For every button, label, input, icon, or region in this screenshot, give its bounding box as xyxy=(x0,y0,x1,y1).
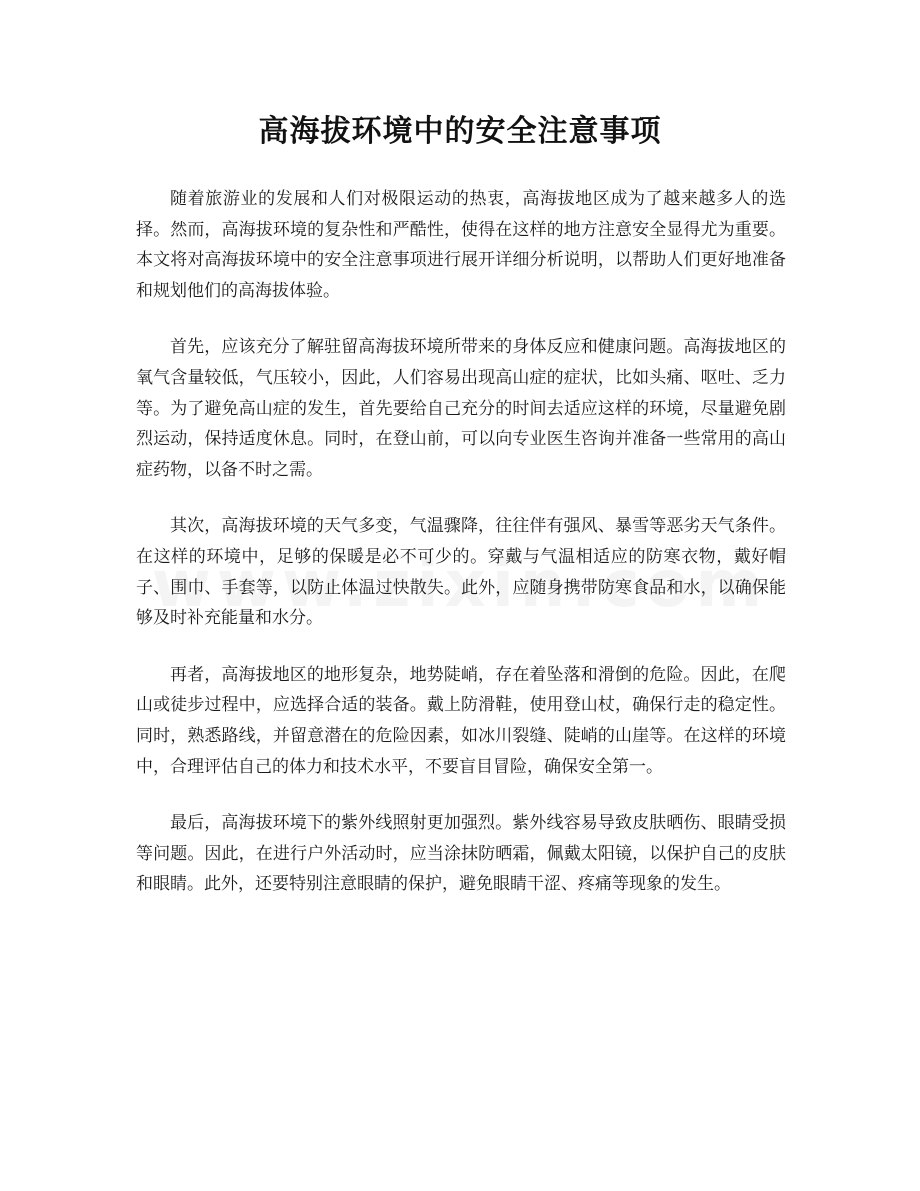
document-title: 高海拔环境中的安全注意事项 xyxy=(258,114,662,149)
paragraph-uv: 最后，高海拔环境下的紫外线照射更加强烈。紫外线容易导致皮肤晒伤、眼睛受损等问题。因此，在进行户外活动时，应当涂抹防晒霜，佩戴太阳镜，以保护自己的皮肤和眼睛。此外，还要特别注意眼睛的保护，避免眼睛干涩、疼痛等现象的发生。 xyxy=(136,813,786,895)
paragraph-intro: 随着旅游业的发展和人们对极限运动的热衷，高海拔地区成为了越来越多人的选择。然而，高海拔环境的复杂性和严酷性，使得在这样的地方注意安全显得尤为重要。本文将对高海拔环境中的安全注意事项进行展开详细分析说明，以帮助人们更好地准备和规划他们的高海拔体验。 xyxy=(136,189,786,301)
paragraph-health: 首先，应该充分了解驻留高海拔环境所带来的身体反应和健康问题。高海拔地区的氧气含量较低，气压较小，因此，人们容易出现高山症的症状，比如头痛、呕吐、乏力等。为了避免高山症的发生，首先要给自己充分的时间去适应这样的环境，尽量避免剧烈运动，保持适度休息。同时，在登山前，可以向专业医生咨询并准备一些常用的高山症药物，以备不时之需。 xyxy=(136,337,786,480)
paragraph-terrain: 再者，高海拔地区的地形复杂，地势陡峭，存在着坠落和滑倒的危险。因此，在爬山或徒步过程中，应选择合适的装备。戴上防滑鞋，使用登山杖，确保行走的稳定性。同时，熟悉路线，并留意潜在的危险因素，如冰川裂缝、陡峭的山崖等。在这样的环境中，合理评估自己的体力和技术水平，不要盲目冒险，确保安全第一。 xyxy=(136,664,786,777)
document-body xyxy=(136,184,786,926)
paragraph-weather: 其次，高海拔环境的天气多变，气温骤降，往往伴有强风、暴雪等恶劣天气条件。在这样的环境中，足够的保暖是必不可少的。穿戴与气温相适应的防寒衣物，戴好帽子、围巾、手套等，以防止体温过快散失。此外，应随身携带防寒食品和水，以确保能够及时补充能量和水分。 xyxy=(136,516,786,629)
